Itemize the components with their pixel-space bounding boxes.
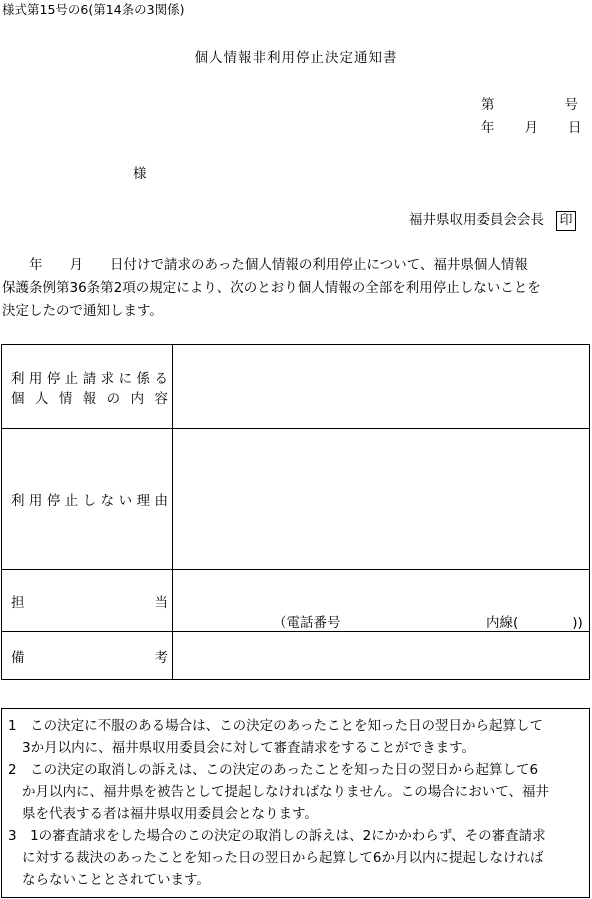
label-line: 利用停止請求に係る — [11, 370, 168, 387]
value-reason[interactable] — [173, 429, 590, 570]
label-line: 担当 — [11, 594, 168, 611]
value-contact[interactable] — [173, 570, 590, 632]
table-row-content — [2, 345, 590, 429]
note-line: か月以内に、福井県を被告として提起しなければなりません。この場合において、福井 — [22, 784, 550, 800]
note-line: に対する裁決のあったことを知った日の翌日から起算して6か月以内に提起しなければ — [22, 850, 544, 866]
decision-table — [1, 344, 590, 680]
note-line: 2 この決定の取消しの訴えは、この決定のあったことを知った日の翌日から起算して6 — [8, 762, 539, 778]
value-personal-info-content[interactable] — [173, 345, 590, 429]
body-line: 決定したので通知します。 — [2, 303, 163, 319]
note-line: 3 1の審査請求をした場合のこの決定の取消しの訴えは、2にかかわらず、その審査請求 — [8, 828, 546, 844]
label-contact — [2, 570, 173, 632]
form-number: 様式第15号の6(第14条の3関係) — [2, 2, 185, 17]
label-personal-info-content — [2, 345, 173, 429]
extension-label: 内線( )) — [486, 615, 583, 631]
body-line: 保護条例第36条第2項の規定により、次のとおり個人情報の全部を利用停止しないことを — [2, 280, 541, 296]
date-line — [481, 116, 582, 136]
note-line: 1 この決定に不服のある場合は、この決定のあったことを知った日の翌日から起算して — [8, 718, 543, 734]
note-line: 県を代表する者は福井県収用委員会となります。 — [22, 806, 318, 822]
label-line: 個人情報の内容 — [11, 390, 168, 407]
notes-box — [1, 708, 590, 898]
table-row-contact — [2, 570, 590, 632]
sender-name: 福井県収用委員会会長 — [409, 212, 544, 228]
document-number-line — [481, 93, 578, 113]
label-remarks — [2, 632, 173, 680]
seal-stamp: 印 — [556, 211, 576, 231]
note-item — [8, 715, 583, 759]
table-row-reason — [2, 429, 590, 570]
note-item — [8, 759, 583, 825]
note-line: ならないこととされています。 — [22, 872, 210, 888]
date-year: 年 — [481, 120, 495, 136]
label-reason — [2, 429, 173, 570]
table-row-remarks — [2, 632, 590, 680]
document-title: 個人情報非利用停止決定通知書 — [194, 50, 398, 66]
phone-label: （電話番号 — [273, 615, 341, 631]
addressee: 様 — [133, 166, 147, 182]
number-suffix: 号 — [564, 97, 578, 113]
date-day: 日 — [568, 120, 582, 136]
label-line: 利用停止しない理由 — [11, 493, 168, 509]
note-item — [8, 825, 583, 891]
value-remarks[interactable] — [173, 632, 590, 680]
label-line: 備考 — [11, 649, 168, 666]
body-line: 年 月 日付けで請求のあった個人情報の利用停止について、福井県個人情報 — [2, 257, 528, 273]
note-line: 3か月以内に、福井県収用委員会に対して審査請求をすることができます。 — [22, 740, 476, 756]
number-prefix: 第 — [481, 97, 495, 113]
date-month: 月 — [524, 120, 538, 136]
body-paragraph — [2, 254, 590, 323]
sender-line — [409, 208, 576, 231]
